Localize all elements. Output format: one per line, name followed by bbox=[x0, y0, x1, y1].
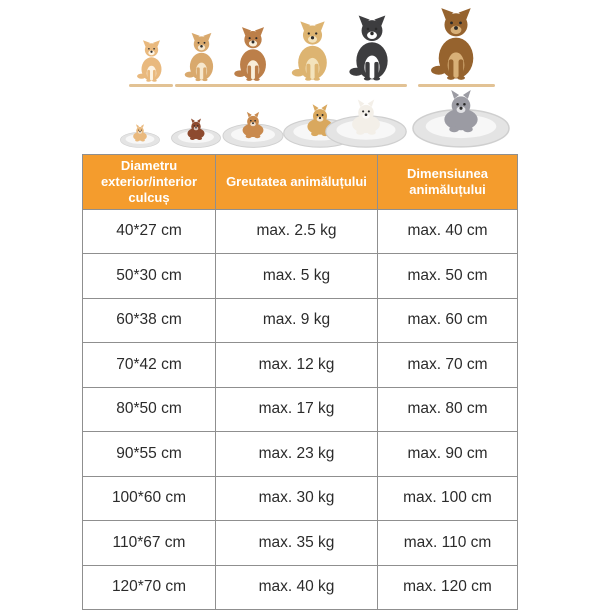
platform-fluffy-puppy bbox=[175, 84, 227, 87]
table-cell: max. 60 cm bbox=[378, 298, 518, 343]
table-cell: max. 17 kg bbox=[216, 387, 378, 432]
table-cell: max. 30 kg bbox=[216, 476, 378, 521]
table-cell: max. 90 cm bbox=[378, 432, 518, 477]
table-row bbox=[83, 432, 518, 477]
table-cell: max. 23 kg bbox=[216, 432, 378, 477]
table-cell: max. 50 cm bbox=[378, 254, 518, 299]
header-diameter: Diametru exterior/interior culcuș bbox=[83, 155, 216, 210]
figure-border-collie bbox=[343, 12, 401, 84]
table-cell: max. 35 kg bbox=[216, 521, 378, 566]
table-cell: max. 120 cm bbox=[378, 565, 518, 610]
platform-kitten bbox=[129, 84, 173, 87]
table-row bbox=[83, 209, 518, 254]
size-table-body bbox=[83, 209, 518, 610]
table-row bbox=[83, 521, 518, 566]
table-cell: max. 40 kg bbox=[216, 565, 378, 610]
table-row bbox=[83, 298, 518, 343]
platform-golden-retriever bbox=[280, 84, 344, 87]
figure-corgi-puppy bbox=[229, 24, 277, 84]
platform-border-collie bbox=[337, 84, 407, 87]
figure-husky-in-bed bbox=[412, 87, 510, 148]
table-cell: 70*42 cm bbox=[83, 343, 216, 388]
table-cell: 90*55 cm bbox=[83, 432, 216, 477]
size-table bbox=[82, 154, 518, 610]
header-dimension: Dimensiunea animăluțului bbox=[378, 155, 518, 210]
table-cell: max. 110 cm bbox=[378, 521, 518, 566]
table-cell: max. 9 kg bbox=[216, 298, 378, 343]
platform-corgi-puppy bbox=[224, 84, 282, 87]
figure-samoyed-in-bed bbox=[325, 97, 407, 148]
figure-kitten bbox=[133, 38, 170, 84]
figure-kitten-in-bed bbox=[120, 123, 160, 148]
table-cell: 100*60 cm bbox=[83, 476, 216, 521]
table-row bbox=[83, 343, 518, 388]
table-cell: 60*38 cm bbox=[83, 298, 216, 343]
table-cell: 80*50 cm bbox=[83, 387, 216, 432]
table-cell: max. 40 cm bbox=[378, 209, 518, 254]
table-cell: max. 5 kg bbox=[216, 254, 378, 299]
table-cell: max. 70 cm bbox=[378, 343, 518, 388]
table-cell: max. 2.5 kg bbox=[216, 209, 378, 254]
table-cell: 40*27 cm bbox=[83, 209, 216, 254]
size-table-header-row bbox=[83, 155, 518, 210]
figure-golden-retriever bbox=[286, 18, 339, 84]
table-cell: max. 100 cm bbox=[378, 476, 518, 521]
table-cell: 120*70 cm bbox=[83, 565, 216, 610]
figure-fluffy-puppy bbox=[180, 30, 223, 84]
table-cell: max. 12 kg bbox=[216, 343, 378, 388]
table-row bbox=[83, 565, 518, 610]
table-row bbox=[83, 476, 518, 521]
table-row bbox=[83, 387, 518, 432]
table-cell: max. 80 cm bbox=[378, 387, 518, 432]
header-weight: Greutatea animăluțului bbox=[216, 155, 378, 210]
figure-german-shepherd bbox=[424, 4, 488, 84]
figure-poodle-in-bed bbox=[171, 117, 221, 148]
table-row bbox=[83, 254, 518, 299]
table-cell: 110*67 cm bbox=[83, 521, 216, 566]
table-cell: 50*30 cm bbox=[83, 254, 216, 299]
figure-corgi-in-bed bbox=[222, 110, 284, 148]
